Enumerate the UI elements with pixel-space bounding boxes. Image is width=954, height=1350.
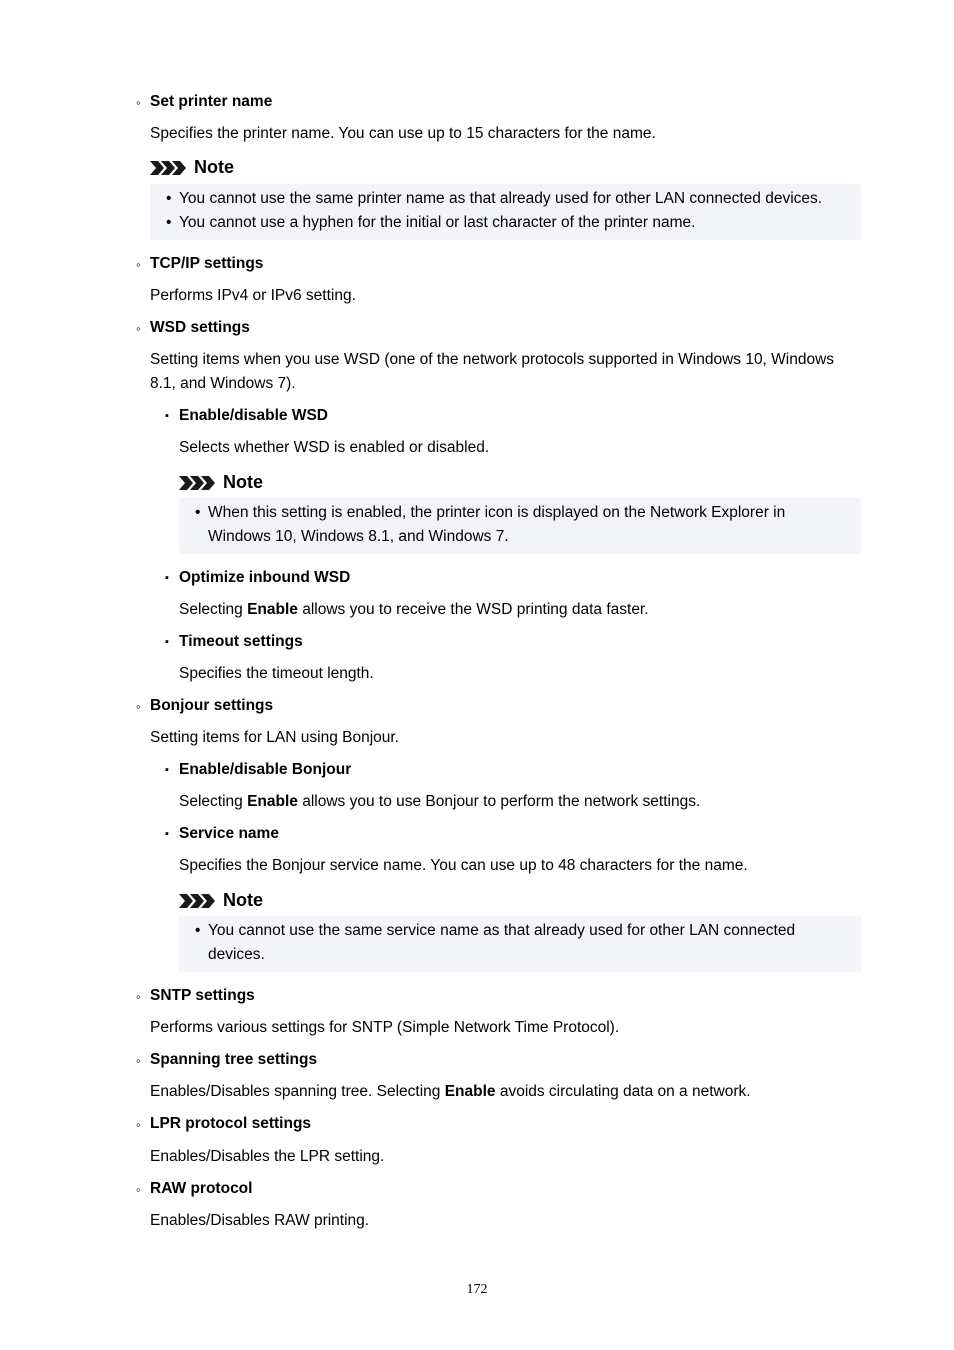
note-box <box>179 916 861 972</box>
heading-sntp-settings: SNTP settings <box>150 987 255 1004</box>
desc-optimize-inbound-wsd: Selecting Enable allows you to receive the WSD printing data faster. <box>179 601 649 618</box>
note-item: You cannot use the same printer name as that already used for other LAN connected devices. <box>179 190 823 207</box>
bullet-marker: ▪ <box>165 828 169 840</box>
note-chevron-icon <box>179 473 217 493</box>
desc-spanning-tree-settings: Enables/Disables spanning tree. Selecting Enable avoids circulating data on a network. <box>150 1083 751 1100</box>
note-box <box>179 498 861 554</box>
note-label: Note <box>223 890 263 910</box>
bullet-marker: ◦ <box>136 989 141 1004</box>
bullet-marker: ◦ <box>136 1117 141 1132</box>
note-item: When this setting is enabled, the printer icon is displayed on the Network Explorer in <box>208 504 786 521</box>
bullet-marker: ▪ <box>165 572 169 584</box>
heading-tcpip-settings: TCP/IP settings <box>150 255 264 272</box>
heading-enable-disable-bonjour: Enable/disable Bonjour <box>179 761 352 778</box>
note-chevron-icon <box>150 158 188 178</box>
note-bullet: • <box>195 504 201 521</box>
desc-service-name: Specifies the Bonjour service name. You can use up to 48 characters for the name. <box>179 857 748 874</box>
note-label: Note <box>194 157 234 177</box>
note-header <box>179 890 263 911</box>
bullet-marker: ▪ <box>165 636 169 648</box>
heading-wsd-settings: WSD settings <box>150 319 250 336</box>
note-chevron-icon <box>179 891 217 911</box>
desc-wsd-settings: Setting items when you use WSD (one of the network protocols supported in Windows 10, Windows <box>150 351 835 368</box>
note-item: You cannot use a hyphen for the initial or last character of the printer name. <box>179 214 696 231</box>
bullet-marker: ◦ <box>136 257 141 272</box>
heading-bonjour-settings: Bonjour settings <box>150 697 274 714</box>
desc-lpr-protocol-settings: Enables/Disables the LPR setting. <box>150 1148 385 1165</box>
page-number: 172 <box>466 1282 488 1297</box>
desc-set-printer-name: Specifies the printer name. You can use up to 15 characters for the name. <box>150 125 656 142</box>
note-item-cont: Windows 10, Windows 8.1, and Windows 7. <box>208 528 509 545</box>
heading-raw-protocol: RAW protocol <box>150 1180 253 1197</box>
bullet-marker: ◦ <box>136 95 141 110</box>
note-bullet: • <box>195 922 201 939</box>
note-item: You cannot use the same service name as that already used for other LAN connected <box>208 922 796 939</box>
bullet-marker: ▪ <box>165 764 169 776</box>
desc-enable-disable-wsd: Selects whether WSD is enabled or disabled. <box>179 439 490 456</box>
bullet-marker: ◦ <box>136 1053 141 1068</box>
note-bullet: • <box>166 214 172 231</box>
note-item-cont: devices. <box>208 946 265 963</box>
desc-wsd-settings-cont: 8.1, and Windows 7). <box>150 375 296 392</box>
note-box <box>150 184 861 240</box>
heading-optimize-inbound-wsd: Optimize inbound WSD <box>179 569 351 586</box>
desc-tcpip-settings: Performs IPv4 or IPv6 setting. <box>150 287 356 304</box>
note-header <box>150 157 234 178</box>
bullet-marker: ◦ <box>136 321 141 336</box>
desc-bonjour-settings: Setting items for LAN using Bonjour. <box>150 729 399 746</box>
desc-timeout-settings: Specifies the timeout length. <box>179 665 374 682</box>
heading-timeout-settings: Timeout settings <box>179 633 303 650</box>
bullet-marker: ◦ <box>136 1182 141 1197</box>
note-header <box>179 472 263 493</box>
heading-spanning-tree-settings: Spanning tree settings <box>150 1051 318 1068</box>
heading-service-name: Service name <box>179 825 279 842</box>
note-bullet: • <box>166 190 172 207</box>
heading-set-printer-name: Set printer name <box>150 93 273 110</box>
heading-lpr-protocol-settings: LPR protocol settings <box>150 1115 312 1132</box>
bullet-marker: ◦ <box>136 699 141 714</box>
desc-enable-disable-bonjour: Selecting Enable allows you to use Bonjour to perform the network settings. <box>179 793 701 810</box>
desc-raw-protocol: Enables/Disables RAW printing. <box>150 1212 370 1229</box>
bullet-marker: ▪ <box>165 410 169 422</box>
desc-sntp-settings: Performs various settings for SNTP (Simple Network Time Protocol). <box>150 1019 620 1036</box>
heading-enable-disable-wsd: Enable/disable WSD <box>179 407 329 424</box>
note-label: Note <box>223 472 263 492</box>
